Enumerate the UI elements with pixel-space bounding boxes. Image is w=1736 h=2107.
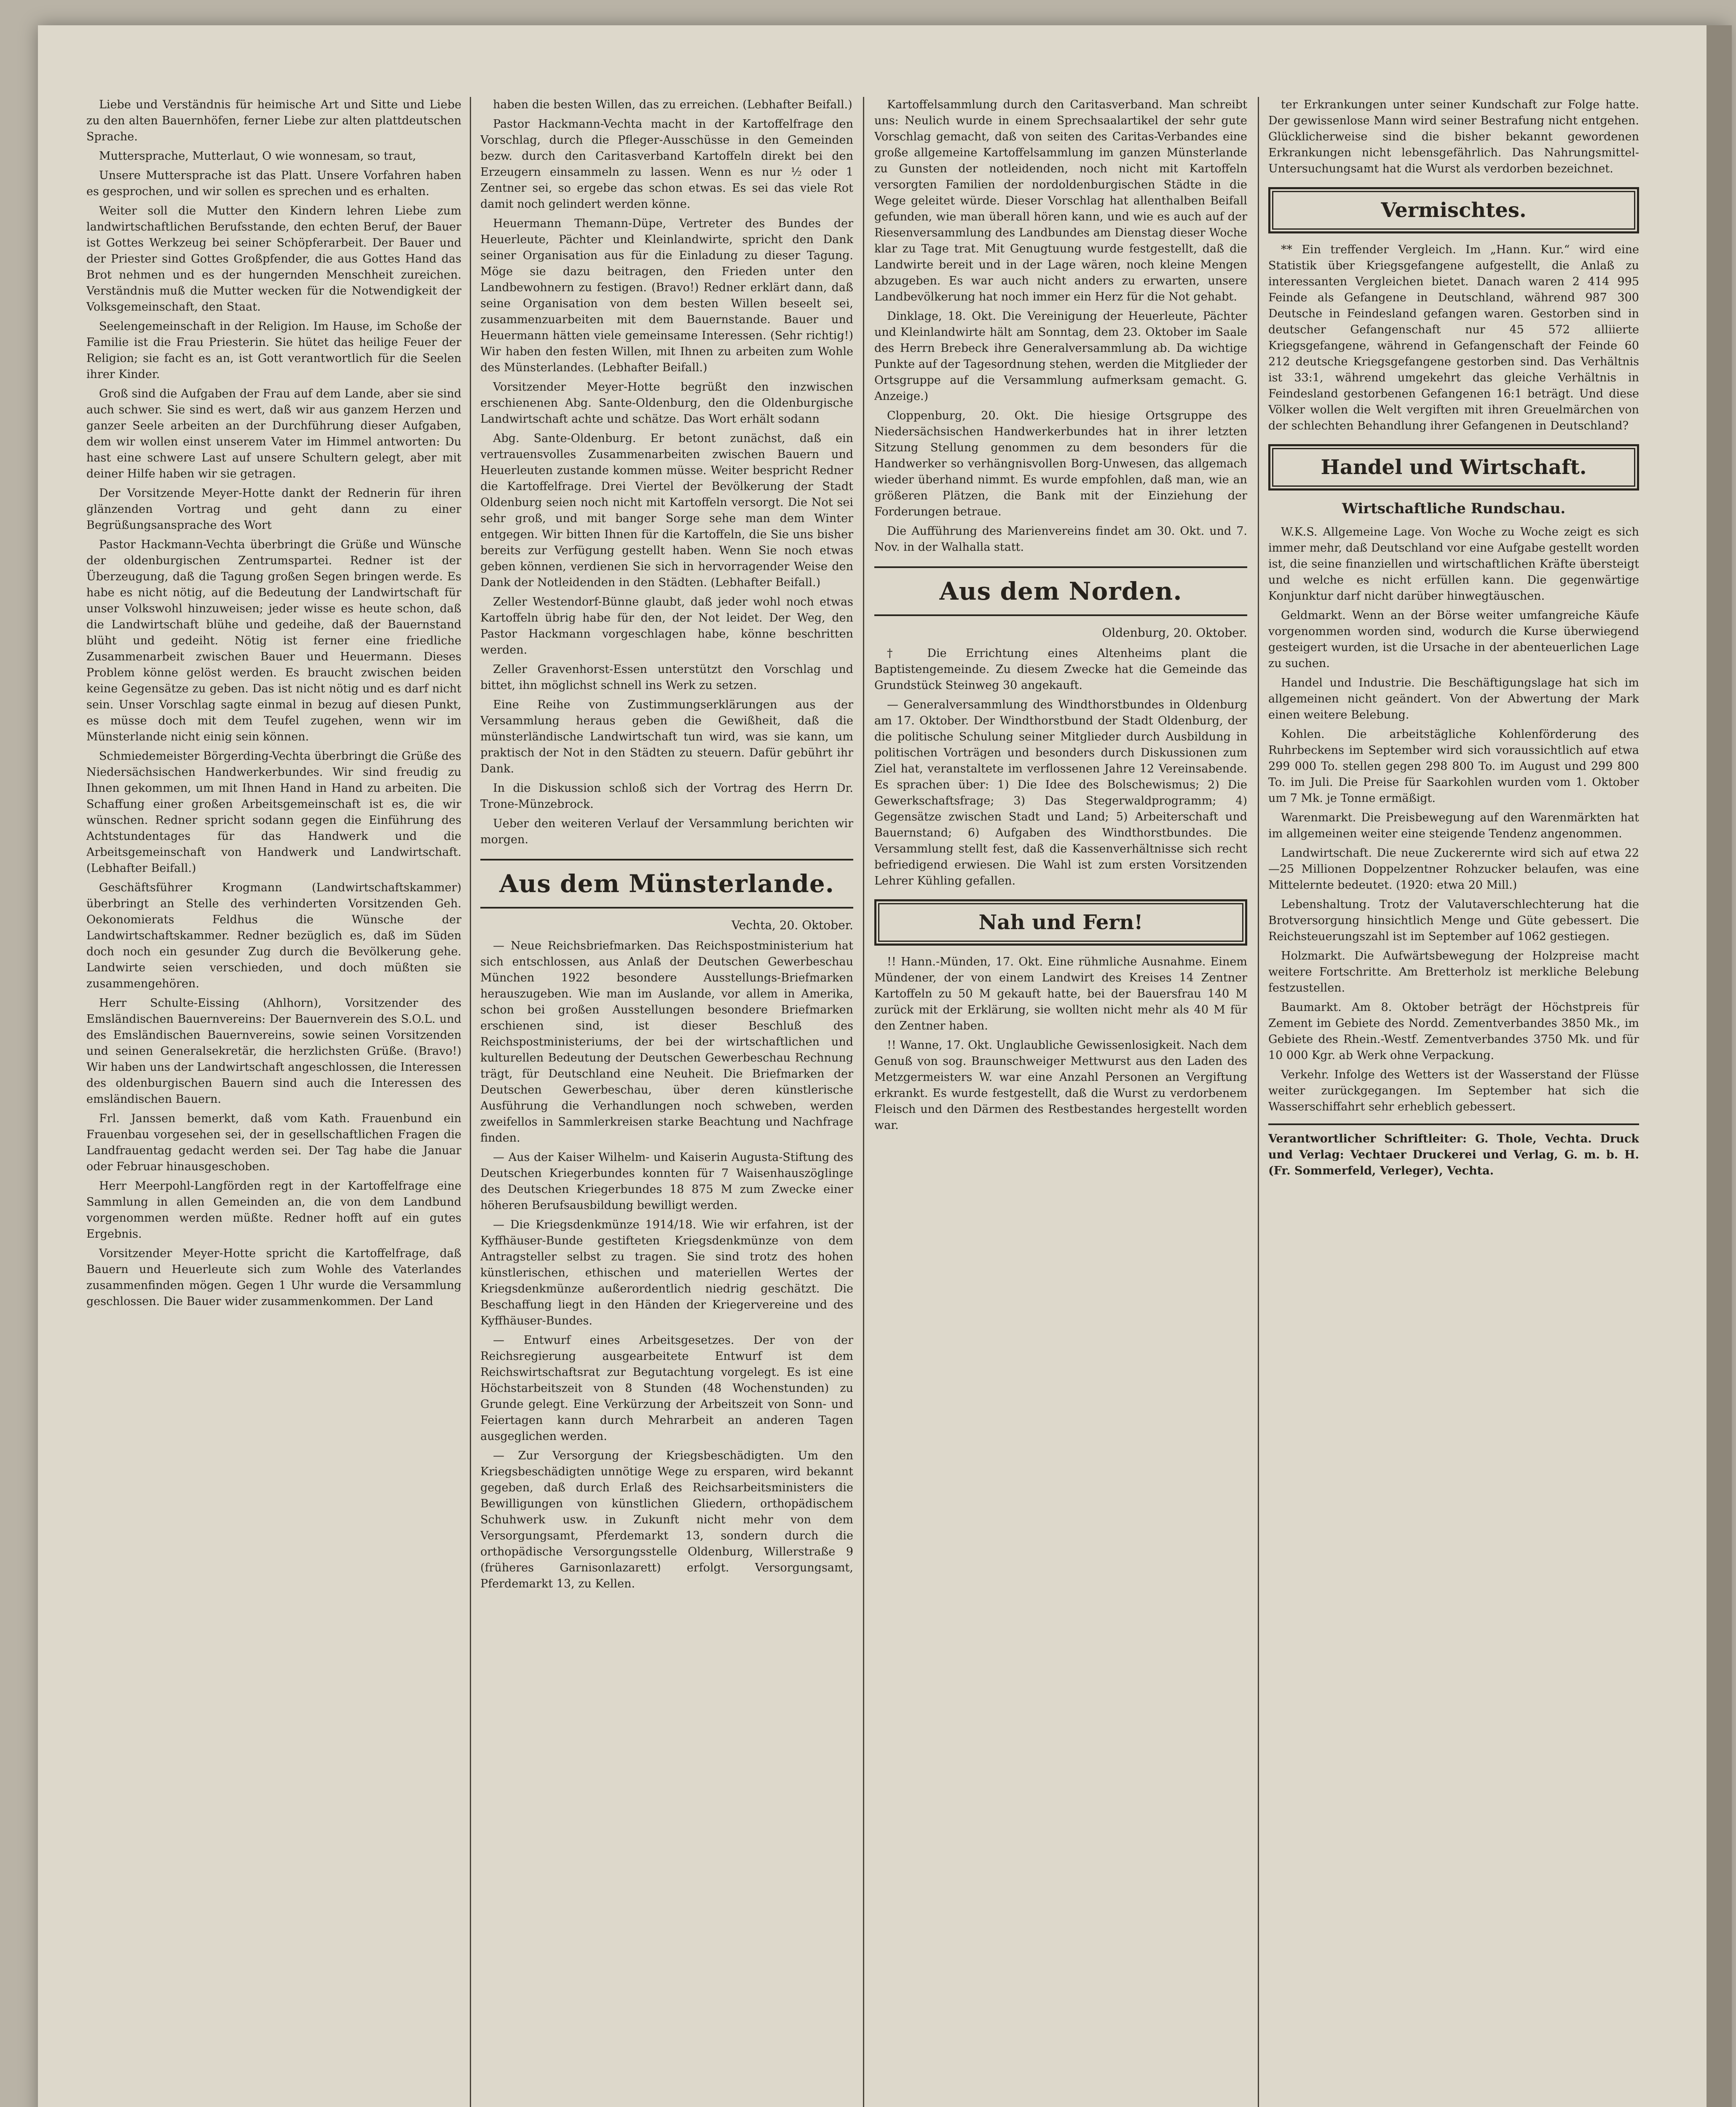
article-paragraph: Zeller Gravenhorst-Essen unterstützt den Vorschlag und bittet, ihn möglichst schnell ins Werk zu setzen. <box>480 663 853 692</box>
dateline: Oldenburg, 20. Oktober. <box>1102 626 1247 640</box>
article-paragraph: Pastor Hackmann-Vechta macht in der Kartoffelfrage den Vorschlag, durch die Pfleger-Ausschüsse in den Gemeinden bezw. durch den Caritasverband Kartoffeln direkt bei den Erzeugern einsammeln zu lassen. Wenn es nur ½ oder 1 Zentner sei, so ergebe das schon etwas. Es sei das viele Rot damit noch gelindert werden könne. <box>480 118 853 211</box>
section-title: Aus dem Münsterlande. <box>499 869 834 898</box>
article-paragraph: Ueber den weiteren Verlauf der Versammlung berichten wir morgen. <box>480 817 853 846</box>
section-heading-norden <box>874 566 1247 616</box>
column-4 <box>1268 97 1639 2107</box>
article-paragraph: Cloppenburg, 20. Okt. Die hiesige Ortsgruppe des Niedersächsischen Handwerkerbundes hat in ihrer letzten Sitzung Stellung genommen zu dem besonders für die Handwerker so verhängnisvollen Borg-Unwesen, das allgemach wieder überhand nimmt. Es wurde empfohlen, daß man, wie an größeren Plätzen, die Bank mit der Einziehung der Forderungen betraue. <box>874 409 1247 518</box>
article-paragraph: !! Wanne, 17. Okt. Unglaubliche Gewissenlosigkeit. Nach dem Genuß von sog. Braunschweiger Mettwurst aus den Laden des Metzgermeisters W. war eine Anzahl Personen an Vergiftung erkrankt. Es wurde festgestellt, daß die Wurst zu verdorbenem Fleisch und den Därmen des Restbestandes hergestellt worden war. <box>874 1039 1247 1132</box>
column-rule <box>863 97 864 2107</box>
article-paragraph: Baumarkt. Am 8. Oktober beträgt der Höchstpreis für Zement im Gebiete des Nordd. Zementverbandes 3850 Mk., im Gebiete des Rhein.-Westf. Zementverbandes 3750 Mk. und für 10 000 Kgr. ab Werk ohne Verpackung. <box>1268 1001 1639 1062</box>
article-paragraph: † Die Errichtung eines Altenheims plant die Baptistengemeinde. Zu diesem Zwecke hat die Gemeinde das Grundstück Steinweg 30 angekauft. <box>874 647 1247 692</box>
article-paragraph: ** Ein treffender Vergleich. Im „Hann. Kur.“ wird eine Statistik über Kriegsgefangene aufgestellt, die Anlaß zu interessanten Vergleichen bietet. Danach waren 2 414 995 Feinde als Gefangene in Deutschland, während 987 300 Deutsche in Feindesland gefangen waren. Gestorben sind in deutscher Gefangenschaft nur 45 572 alliierte Kriegsgefangene, während in Gefangenschaft der Feinde 60 212 deutsche Kriegsgefangene gestorben sind. Das Verhältnis ist 33:1, während umgekehrt das gleiche Verhältnis in Feindesland gestorbenen Gefangenen 16:1 beträgt. Und diese Völker wollen die Welt vergiften mit ihren Greuelmärchen von der schlechten Behandlung ihrer Gefangenen in Deutschland? <box>1268 243 1639 432</box>
article-paragraph: Zeller Westendorf-Bünne glaubt, daß jeder wohl noch etwas Kartoffeln übrig habe für den, der Not leidet. Der Weg, den Pastor Hackmann vorgeschlagen habe, könne beschritten werden. <box>480 595 853 657</box>
imprint: Verantwortlicher Schriftleiter: G. Thole, Vechta. Druck und Verlag: Vechtaer Druckerei und Verlag, G. m. b. H. (Fr. Sommerfeld, Verleger), Vechta. <box>1268 1123 1639 1179</box>
section-title: Handel und Wirtschaft. <box>1321 456 1587 479</box>
article-paragraph: Geschäftsführer Krogmann (Landwirtschaftskammer) überbringt an Stelle des verhinderten Vorsitzenden Geh. Oekonomierats Feldhus die Wünsche der Landwirtschaftskammer. Redner bezüglich es, daß im Süden doch noch ein gesunder Zug durch die Bevölkerung gehe. Landwirte seien verschieden, und doch müßten sie zusammengehören. <box>86 881 461 990</box>
article-paragraph: haben die besten Willen, das zu erreichen. (Lebhafter Beifall.) <box>493 98 852 111</box>
column-rule <box>1258 97 1259 2107</box>
subheading: Wirtschaftliche Rundschau. <box>1342 500 1566 517</box>
article-paragraph: Seelengemeinschaft in der Religion. Im Hause, im Schoße der Familie ist die Frau Priesterin. Sie hütet das heilige Feuer der Religion; sie facht es an, ist Gott verantwortlich für die Seelen ihrer Kinder. <box>86 320 461 381</box>
column-3 <box>874 97 1247 2107</box>
column-1 <box>86 97 461 2107</box>
column-2 <box>480 97 853 2107</box>
article-paragraph: Abg. Sante-Oldenburg. Er betont zunächst, daß ein vertrauensvolles Zusammenarbeiten zwischen Bauern und Heuerleuten zustande kommen müsse. Weiter bespricht Redner die Kartoffelfrage. Drei Viertel der Bevölkerung der Stadt Oldenburg seien noch nicht mit Kartoffeln versorgt. Die Not sei sehr groß, und mit banger Sorge sehe man dem Winter entgegen. Wir bitten Ihnen für die Kartoffeln, die Sie uns bisher bereits zur Verfügung gestellt haben. Wenn Sie noch etwas geben können, verdienen Sie sich in hervorragender Weise den Dank der Notleidenden in den Städten. (Lebhafter Beifall.) <box>480 432 853 589</box>
article-paragraph: Frl. Janssen bemerkt, daß vom Kath. Frauenbund ein Frauenbau vorgesehen sei, der in gesellschaftlichen Fragen die Landfrauentag gedacht werden sei. Der Tag habe die Januar oder Februar hinausgeschoben. <box>86 1112 461 1173</box>
article-paragraph: Pastor Hackmann-Vechta überbringt die Grüße und Wünsche der oldenburgischen Zentrumspartei. Redner ist der Überzeugung, daß die Tagung großen Segen bringen werde. Es habe es nicht nötig, auf die Bedeutung der Landwirtschaft für unser Volkswohl hinzuweisen; jeder wisse es heute schon, daß die Landwirtschaft blühe und gedeihe, daß der Bauernstand blüht und gedeiht. Nötig ist ferner eine friedliche Zusammenarbeit zwischen Bauer und Heuermann. Dieses Problem könne gelöst werden. Es braucht zwischen beiden keine Gegensätze zu geben. Das ist nicht nötig und es darf nicht sein. Unser Vorschlag sagte einmal in bezug auf diesen Punkt, es müsse doch mit dem Teufel zugehen, wenn wir im Münsterlande nicht einig sein können. <box>86 538 461 743</box>
article-paragraph: Schmiedemeister Börgerding-Vechta überbringt die Grüße des Niedersächsischen Handwerkerbundes. Wir sind freudig zu Ihnen gekommen, um mit Ihnen Hand in Hand zu arbeiten. Die Schaffung einer großen Arbeitsgemeinschaft ist es, die wir wünschen. Redner spricht sodann gegen die Einführung des Achtstundentages für das Handwerk und die Arbeitsgemeinschaft von Handwerk und Landwirtschaft. (Lebhafter Beifall.) <box>86 750 461 875</box>
section-box-handel <box>1268 444 1639 491</box>
article-paragraph: Die Aufführung des Marienvereins findet am 30. Okt. und 7. Nov. in der Walhalla statt. <box>874 525 1247 554</box>
article-paragraph: Landwirtschaft. Die neue Zuckerernte wird sich auf etwa 22—25 Millionen Doppelzentner Rohzucker belaufen, was eine Mittelernte bedeutet. (1920: etwa 20 Mill.) <box>1268 847 1639 892</box>
article-paragraph: Lebenshaltung. Trotz der Valutaverschlechterung hat die Brotversorgung hinsichtlich Menge und Güte gebessert. Die Reichsteuerungszahl ist im September auf 1062 gestiegen. <box>1268 898 1639 943</box>
article-paragraph: ter Erkrankungen unter seiner Kundschaft zur Folge hatte. Der gewissenlose Mann wird seiner Bestrafung nicht entgehen. Glücklicherweise sind die bisher bekannt gewordenen Erkrankungen nicht lebensgefährlich. Das Nahrungsmittel-Untersuchungsamt hat die Wurst als verdorben bezeichnet. <box>1268 98 1639 175</box>
article-paragraph: Muttersprache, Mutterlaut, O wie wonnesam, so traut, <box>99 150 416 163</box>
column-rule <box>470 97 471 2107</box>
article-paragraph: In die Diskussion schloß sich der Vortrag des Herrn Dr. Trone-Münzebrock. <box>480 782 853 811</box>
article-paragraph: Holzmarkt. Die Aufwärtsbewegung der Holzpreise macht weitere Fortschritte. Am Bretterholz ist merkliche Belebung festzustellen. <box>1268 949 1639 995</box>
article-paragraph: Vorsitzender Meyer-Hotte begrüßt den inzwischen erschienenen Abg. Sante-Oldenburg, den die Oldenburgische Landwirtschaft achte und schätze. Das Wort erhält sodann <box>480 381 853 426</box>
article-paragraph: — Generalversammlung des Windthorstbundes in Oldenburg am 17. Oktober. Der Windthorstbund der Stadt Oldenburg, der die politische Schulung seiner Mitglieder durch Ausbildung in politischen Vorträgen und besonders durch Diskussionen zum Ziel hat, veranstaltete im verflossenen Jahre 12 Vereinsabende. Es sprachen über: 1) Die Idee des Bolschewismus; 2) Die Gewerkschaftsfrage; 3) Das Stegerwaldprogramm; 4) Gegensätze zwischen Stadt und Land; 5) Arbeiterschaft und Bauernstand; 6) Aufgaben des Windthorstbundes. Die Versammlung stellt fest, daß die Kassenverhältnisse sich recht befriedigend erwiesen. Die Wahl ist zum ersten Vorsitzenden Lehrer Kühling gefallen. <box>874 698 1247 887</box>
article-paragraph: Weiter soll die Mutter den Kindern lehren Liebe zum landwirtschaftlichen Berufsstande, den echten Beruf, der Bauer ist Gottes Werkzeug bei seiner Schöpferarbeit. Der Bauer und der Priester sind Gottes Großpfender, die aus Gottes Hand das Brot nehmen und es der hungernden Menschheit zureichen. Verständnis muß die Mutter wecken für die Notwendigkeit der Volksgemeinschaft, den Staat. <box>86 204 461 314</box>
article-paragraph: Herr Meerpohl-Langförden regt in der Kartoffelfrage eine Sammlung in allen Gemeinden an, die von dem Landbund vorgenommen werden müßte. Redner hofft auf ein gutes Ergebnis. <box>86 1179 461 1241</box>
article-paragraph: Dinklage, 18. Okt. Die Vereinigung der Heuerleute, Pächter und Kleinlandwirte hält am Sonntag, dem 23. Oktober im Saale des Herrn Brebeck ihre Generalversammlung ab. Da wichtige Punkte auf der Tagesordnung stehen, werden die Mitglieder der Ortsgruppe auf die Versammlung aufmerksam gemacht. G. Anzeige.) <box>874 310 1247 403</box>
article-paragraph: !! Hann.-Münden, 17. Okt. Eine rühmliche Ausnahme. Einem Mündener, der von einem Landwirt des Kreises 14 Zentner Kartoffeln zu 50 M gekauft hatte, bei der Bauersfrau 140 M zurück mit der Erklärung, sie wollten nicht mehr als 40 M für den Zentner haben. <box>874 955 1247 1032</box>
article-paragraph: Unsere Muttersprache ist das Platt. Unsere Vorfahren haben es gesprochen, und wir sollen es sprechen und es erhalten. <box>86 169 461 198</box>
article-paragraph: Herr Schulte-Eissing (Ahlhorn), Vorsitzender des Emsländischen Bauernvereins: Der Bauernverein des S.O.L. und des Emsländischen Bauernvereins, sowie seinen Vorsitzenden und seinen Generalsekretär, die herzlichsten Grüße. (Bravo!) Wir haben uns der Landwirtschaft angeschlossen, die Interessen des oldenburgischen Bauern sind auch die Interessen des emsländischen Bauern. <box>86 997 461 1106</box>
article-paragraph: Geldmarkt. Wenn an der Börse weiter umfangreiche Käufe vorgenommen worden sind, wodurch die Kurse überwiegend gesteigert wurden, ist die Ursache in der abenteuerlichen Lage zu suchen. <box>1268 609 1639 670</box>
article-paragraph: Handel und Industrie. Die Beschäftigungslage hat sich im allgemeinen nicht geändert. Von der Abwertung der Mark einen weitere Belebung. <box>1268 676 1639 721</box>
article-paragraph: W.K.S. Allgemeine Lage. Von Woche zu Woche zeigt es sich immer mehr, daß Deutschland vor eine Aufgabe gestellt worden ist, die seine finanziellen und wirtschaftlichen Kräfte übersteigt und welche es nicht erfüllen kann. Die gegenwärtige Konjunktur darf nicht darüber hinwegtäuschen. <box>1268 525 1639 603</box>
article-paragraph: Verkehr. Infolge des Wetters ist der Wasserstand der Flüsse weiter zurückgegangen. Im September hat sich die Wasserschiffahrt sehr erheblich gebessert. <box>1268 1068 1639 1113</box>
article-paragraph: Liebe und Verständnis für heimische Art und Sitte und Liebe zu den alten Bauernhöfen, ferner Liebe zur alten plattdeutschen Sprache. <box>86 98 461 143</box>
section-heading-muensterland <box>480 859 853 909</box>
article-paragraph: Der Vorsitzende Meyer-Hotte dankt der Rednerin für ihren glänzenden Vortrag und geht dann zu einer Begrüßungsansprache des Wort <box>86 487 461 532</box>
section-box-vermischtes <box>1268 187 1639 233</box>
article-paragraph: Kohlen. Die arbeitstägliche Kohlenförderung des Ruhrbeckens im September wird sich voraussichtlich auf etwa 299 000 To. stellen gegen 298 800 To. im August und 299 800 To. im Juli. Die Preise für Saarkohlen wurden vom 1. Oktober um 7 Mk. je Tonne ermäßigt. <box>1268 728 1639 805</box>
section-title: Nah und Fern! <box>978 911 1143 934</box>
article-paragraph: — Neue Reichsbriefmarken. Das Reichspostministerium hat sich entschlossen, aus Anlaß der Deutschen Gewerbeschau München 1922 besondere Ausstellungs-Briefmarken herauszugeben. Wie man im Auslande, vor allem in Amerika, schon bei großen Ausstellungen besondere Briefmarken erschienen sind, ist dieser Beschluß des Reichspostministeriums, der bei der wirtschaftlichen und kulturellen Bedeutung der Deutschen Gewerbeschau Rechnung trägt, für Deutschland eine Neuheit. Die Briefmarken der Deutschen Gewerbeschau, über deren künstlerische Ausführung die Verhandlungen noch schweben, werden zweifellos in Sammlerkreisen starke Beachtung und Nachfrage finden. <box>480 939 853 1145</box>
dateline: Vechta, 20. Oktober. <box>731 918 853 932</box>
article-paragraph: — Entwurf eines Arbeitsgesetzes. Der von der Reichsregierung ausgearbeitete Entwurf ist dem Reichswirtschaftsrat zur Begutachtung vorgelegt. Es ist eine Höchstarbeitszeit von 8 Stunden (48 Wochenstunden) zu Grunde gelegt. Eine Verkürzung der Arbeitszeit von Sonn- und Feiertagen kann durch Mehrarbeit an anderen Tagen ausgeglichen werden. <box>480 1334 853 1443</box>
section-title: Aus dem Norden. <box>939 577 1182 606</box>
article-paragraph: Warenmarkt. Die Preisbewegung auf den Warenmärkten hat im allgemeinen weiter eine steigende Tendenz angenommen. <box>1268 811 1639 840</box>
article-paragraph: — Die Kriegsdenkmünze 1914/18. Wie wir erfahren, ist der Kyffhäuser-Bunde gestifteten Kriegsdenkmünze von dem Antragsteller selbst zu tragen. Sie sind trotz des hohen künstlerischen, ethischen und materiellen Wertes der Kriegsdenkmünze außerordentlich niedrig geschätzt. Die Beschaffung liegt in den Händen der Kriegervereine und des Kyffhäuser-Bundes. <box>480 1218 853 1327</box>
section-box-nah-und-fern <box>874 899 1247 946</box>
article-paragraph: Vorsitzender Meyer-Hotte spricht die Kartoffelfrage, daß Bauern und Heuerleute sich zum Wohle des Vaterlandes zusammenfinden mögen. Gegen 1 Uhr wurde die Versammlung geschlossen. Die Bauer wider zusammenkommen. Der Land <box>86 1247 461 1308</box>
section-title: Vermischtes. <box>1381 198 1527 222</box>
article-paragraph: Eine Reihe von Zustimmungserklärungen aus der Versammlung heraus geben die Gewißheit, daß die münsterländische Landwirtschaft tun wird, was sie kann, um praktisch der Not in den Städten zu steuern. Dafür gebührt ihr Dank. <box>480 698 853 775</box>
article-paragraph: — Aus der Kaiser Wilhelm- und Kaiserin Augusta-Stiftung des Deutschen Kriegerbundes konnten für 7 Waisenhauszöglinge des Deutschen Kriegerbundes 18 875 M zum Zwecke einer höheren Berufsausbildung bewilligt werden. <box>480 1151 853 1212</box>
article-paragraph: Groß sind die Aufgaben der Frau auf dem Lande, aber sie sind auch schwer. Sie sind es wert, daß wir aus ganzem Herzen und ganzer Seele arbeiten an der Durchführung dieser Aufgaben, dem wir wollen einst unserem Vater im Himmel antworten: Du hast eine schwere Last auf unsere Schultern gelegt, aber mit deiner Hilfe haben wir sie getragen. <box>86 387 461 480</box>
page-edge <box>1707 25 1732 2107</box>
article-paragraph: Kartoffelsammlung durch den Caritasverband. Man schreibt uns: Neulich wurde in einem Sprechsaalartikel der sehr gute Vorschlag gemacht, daß von seiten des Caritas-Verbandes eine große allgemeine Kartoffelsammlung im ganzen Münsterlande zu Gunsten der notleidenden, noch nicht mit Kartoffeln versorgten Familien der nordoldenburgischen Städte in die Wege geleitet würde. Dieser Vorschlag hat allenthalben Beifall gefunden, wie man überall hören kann, und wie es auch auf der Riesenversammlung des Landbundes am Dienstag dieser Woche klar zu Tage trat. Mit Genugtuung wurde festgestellt, daß die Landwirte bereit und in der Lage wären, noch kleine Mengen abzugeben. Es war auch nicht anders zu erwarten, unsere Landbevölkerung hat noch immer ein Herz für die Not gehabt. <box>874 98 1247 303</box>
article-paragraph: Heuermann Themann-Düpe, Vertreter des Bundes der Heuerleute, Pächter und Kleinlandwirte, spricht den Dank seiner Organisation aus für die Einladung zu dieser Tagung. Möge sie dazu beitragen, den Frieden unter den Landbewohnern zu festigen. (Bravo!) Redner erklärt dann, daß seine Organisation von dem besten Willen beseelt sei, zusammenzuarbeiten mit dem Bauernstande. Bauer und Heuermann hätten viele gemeinsame Interessen. (Sehr richtig!) Wir haben den festen Willen, mit Ihnen zu arbeiten zum Wohle des Münsterlandes. (Lebhafter Beifall.) <box>480 217 853 374</box>
article-paragraph: — Zur Versorgung der Kriegsbeschädigten. Um den Kriegsbeschädigten unnötige Wege zu ersparen, wird bekannt gegeben, daß durch Erlaß des Reichsarbeitsministers die Bewilligungen von künstlichen Gliedern, orthopädischem Schuhwerk usw. in Zukunft nicht mehr von dem Versorgungsamt, Pferdemarkt 13, sondern durch die orthopädische Versorgungsstelle Oldenburg, Willerstraße 9 (früheres Garnisonlazarett) erfolgt. Versorgungsamt, Pferdemarkt 13, zu Kellen. <box>480 1449 853 1590</box>
